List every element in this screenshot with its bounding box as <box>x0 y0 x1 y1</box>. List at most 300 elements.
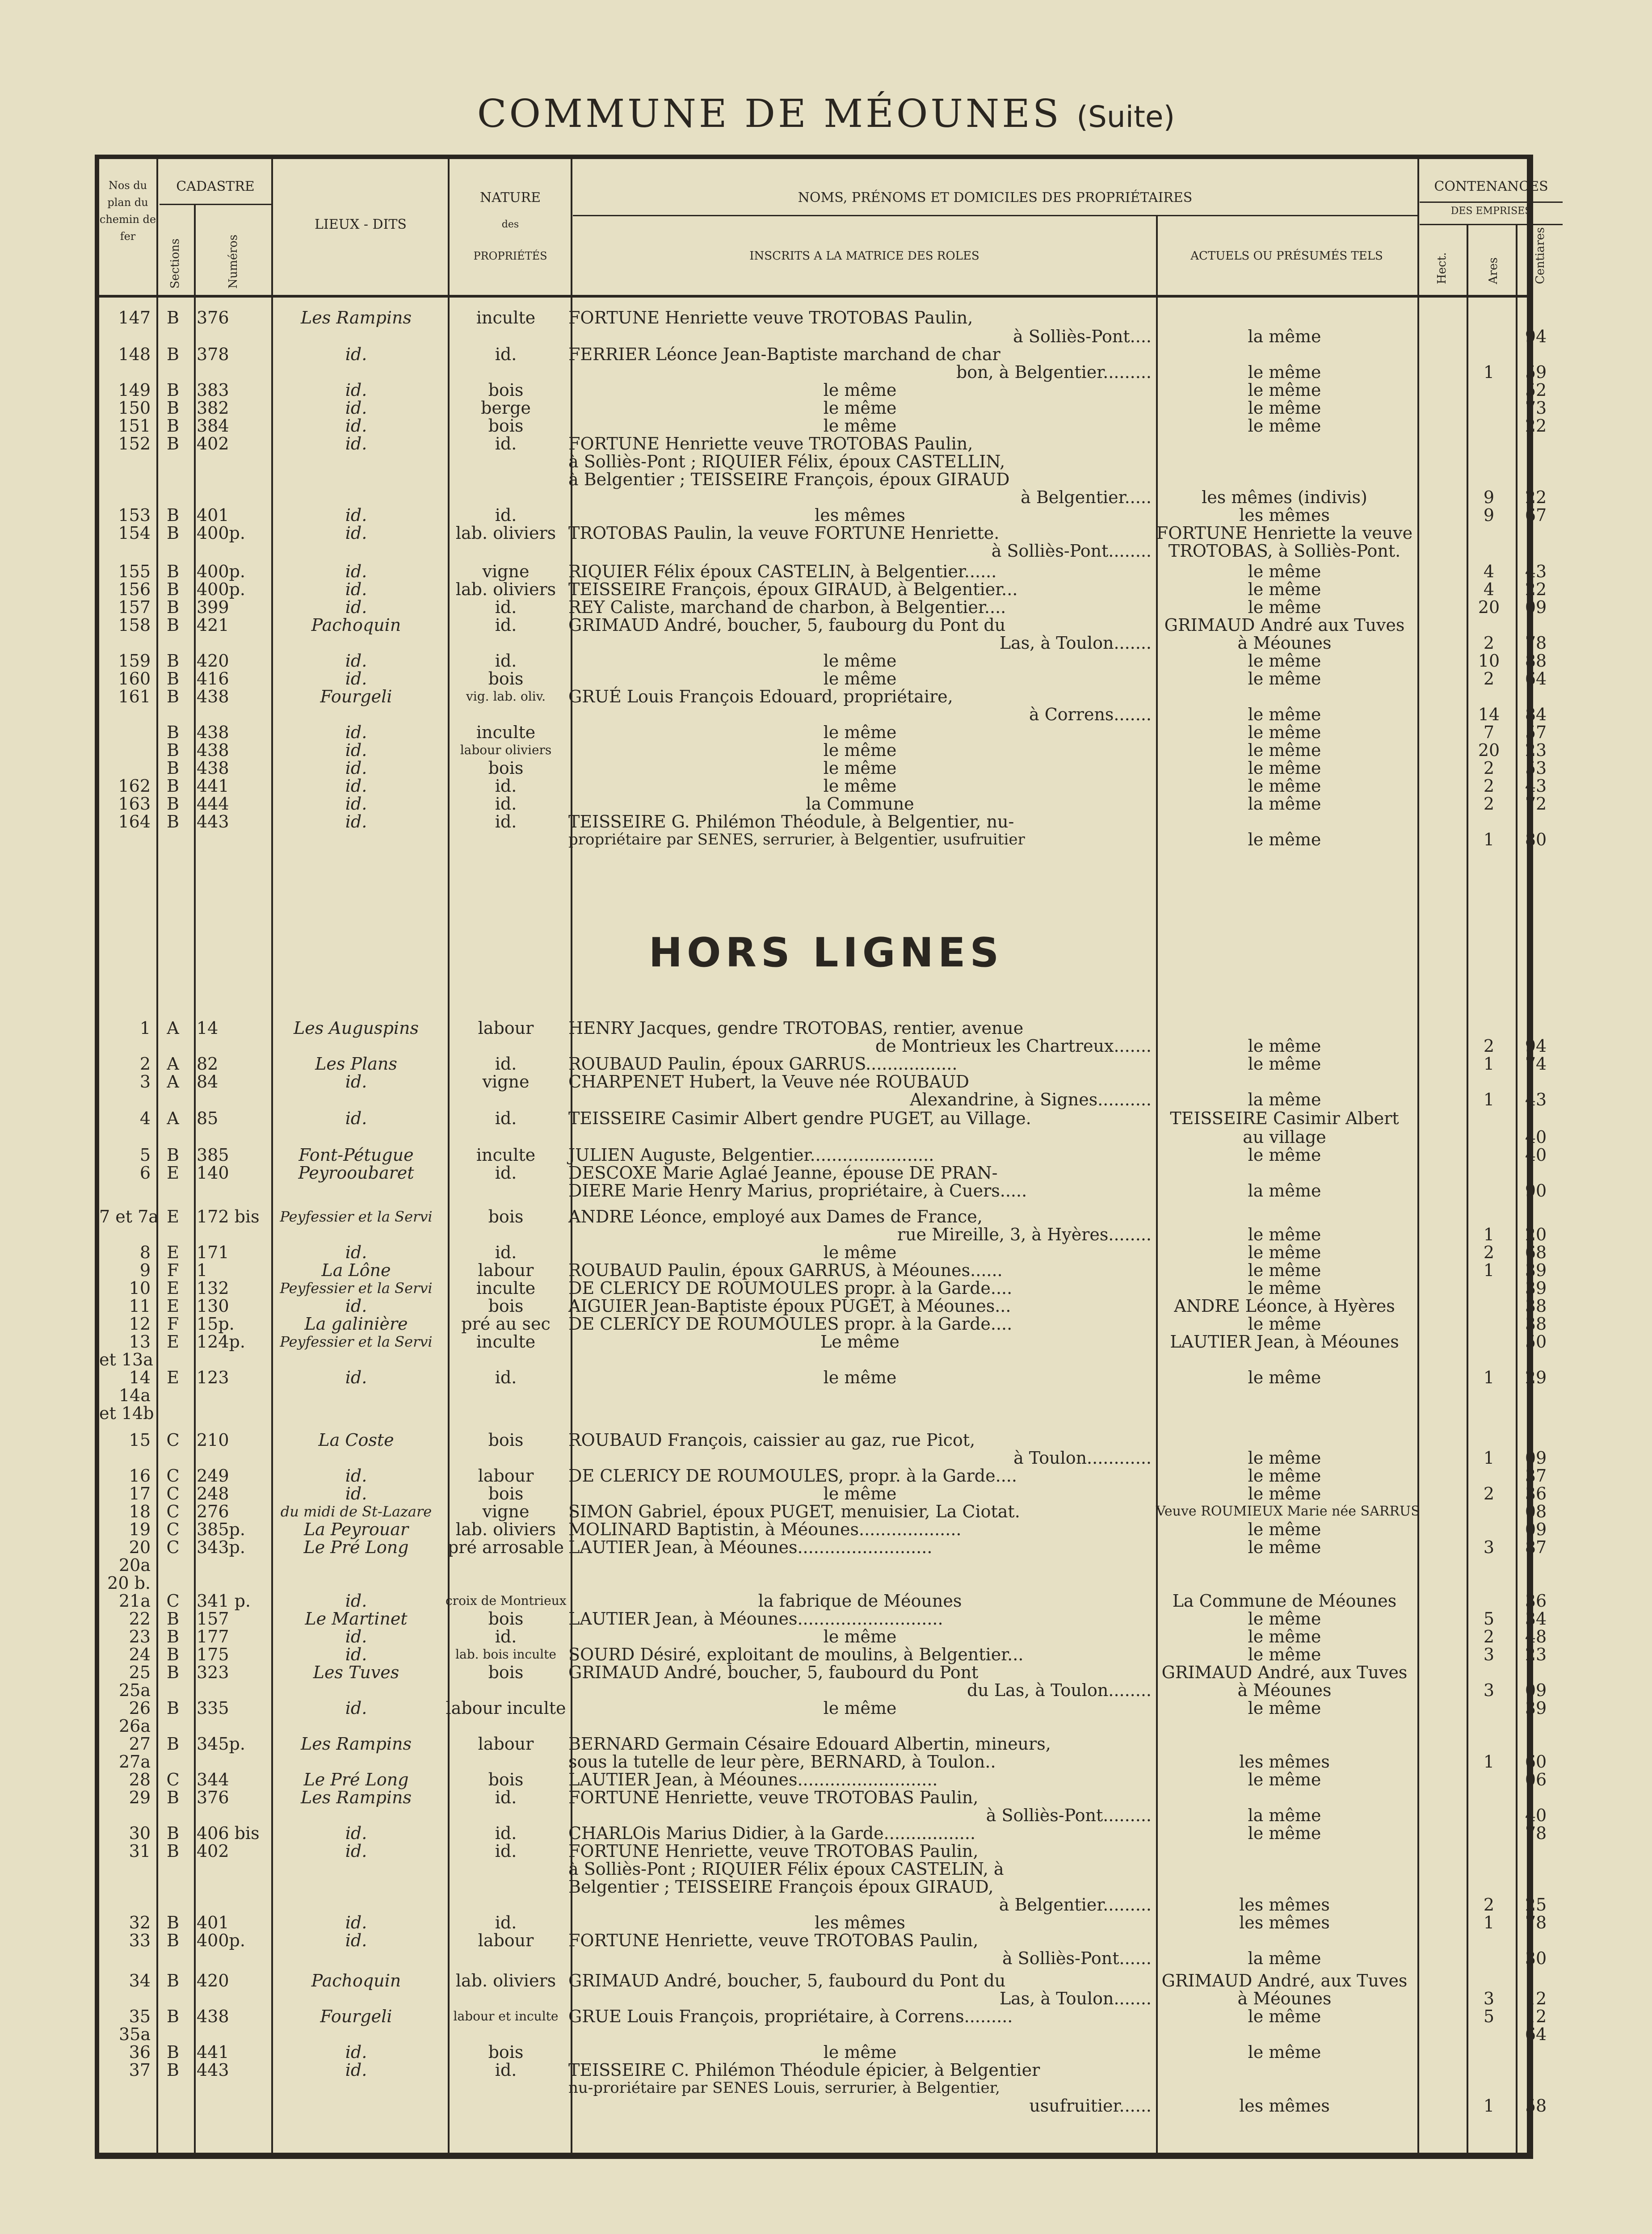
row-nature: inculte <box>476 1332 536 1352</box>
row-lieu-dit: id. <box>345 1296 367 1316</box>
header-cadastre: CADASTRE <box>176 179 255 194</box>
row-current-owner: le même <box>1248 597 1321 617</box>
row-ares: 1 <box>1483 1752 1495 1772</box>
header-noms: NOMS, PRÉNOMS ET DOMICILES DES PROPRIÉTAIRES <box>798 190 1193 206</box>
row-nature: labour <box>478 1260 534 1280</box>
row-number: 31 <box>129 1841 151 1861</box>
row-section: B <box>167 597 179 617</box>
row-section: B <box>167 1823 179 1843</box>
row-numero: 132 <box>197 1278 229 1298</box>
row-number: 30 <box>129 1823 151 1843</box>
row-lieu-dit: La Lône <box>321 1260 391 1280</box>
row-ares: 1 <box>1483 1448 1495 1468</box>
row-section: B <box>167 380 179 400</box>
row-section: B <box>167 758 179 778</box>
row-nature: bois <box>488 1484 524 1503</box>
row-current-owner: le même <box>1248 1645 1321 1664</box>
row-owner: BERNARD Germain Césaire Edouard Albertin, mineurs, <box>568 1734 1051 1754</box>
row-owner: MOLINARD Baptistin, à Méounes................... <box>568 1520 962 1539</box>
row-ares: 2 <box>1483 1627 1495 1646</box>
row-current-owner: TEISSEIRE Casimir Albert <box>1170 1109 1399 1128</box>
table-row <box>95 1260 1547 1280</box>
row-number: 163 <box>118 794 151 814</box>
row-ares: 2 <box>1483 794 1495 814</box>
row-centiares: 48 <box>1525 1627 1547 1646</box>
section-heading: HORS LIGNES <box>648 929 1004 976</box>
row-numero: 384 <box>197 416 229 436</box>
row-current-owner: le même <box>1248 1243 1321 1262</box>
row-section: E <box>167 1163 179 1183</box>
table-row <box>95 398 1547 418</box>
row-section: C <box>166 1502 180 1521</box>
row-number: 36 <box>129 2042 151 2062</box>
row-centiares: 53 <box>1525 758 1547 778</box>
row-lieu-dit: id. <box>345 597 367 617</box>
row-section: B <box>167 776 179 796</box>
row-nature: id. <box>495 434 517 454</box>
row-current-owner: les mêmes <box>1239 505 1330 525</box>
row-section: B <box>167 579 179 599</box>
row-ares: 2 <box>1483 758 1495 778</box>
row-lieu-dit: id. <box>345 1627 367 1646</box>
table-row <box>95 1109 1533 1128</box>
row-numero: 175 <box>197 1645 229 1664</box>
row-owner: TEISSEIRE François, époux GIRAUD, à Belgentier... <box>568 579 1018 599</box>
table-row <box>95 1913 1547 1932</box>
row-nature: vigne <box>482 562 530 581</box>
row-lieu-dit: id. <box>345 740 367 760</box>
row-section: B <box>167 416 179 436</box>
row-section: B <box>167 344 179 364</box>
row-owner: GRUE Louis François, propriétaire, à Correns......... <box>568 2007 1013 2026</box>
row-lieu-dit: Le Pré Long <box>303 1770 409 1789</box>
row-numero: 157 <box>197 1609 229 1629</box>
row-centiares: 78 <box>1525 1823 1547 1843</box>
row-owner: FORTUNE Henriette, veuve TROTOBAS Paulin, <box>568 1788 979 1807</box>
table-row <box>95 1931 1533 1950</box>
row-number: 4 <box>139 1109 151 1128</box>
row-section: C <box>166 1430 180 1450</box>
row-nature: labour <box>478 1931 534 1950</box>
row-section: A <box>167 1018 179 1038</box>
row-centiares: 67 <box>1525 505 1547 525</box>
row-owner-continued: de Montrieux les Chartreux....... <box>875 1036 1152 1056</box>
row-centiares: 38 <box>1525 1314 1547 1334</box>
row-centiares: 39 <box>1525 1278 1547 1298</box>
row-ares: 10 <box>1478 651 1500 671</box>
row-ares: 14 <box>1478 705 1500 724</box>
row-centiares: 87 <box>1525 1537 1547 1557</box>
row-number: 12 <box>129 1314 151 1334</box>
row-centiares: 30 <box>1525 1948 1547 1968</box>
row-numero: 443 <box>197 2060 229 2080</box>
row-owner: DE CLERICY DE ROUMOULES propr. à la Garde.... <box>568 1278 1013 1298</box>
row-numero: 84 <box>197 1072 219 1092</box>
header-divider <box>1420 224 1563 225</box>
row-owner: le même <box>823 398 897 418</box>
table-row <box>95 542 1533 560</box>
table-header <box>99 159 1548 298</box>
row-number: 29 <box>129 1788 151 1807</box>
row-ares: 7 <box>1483 722 1495 742</box>
row-centiares: 64 <box>1525 2024 1547 2044</box>
table-row <box>95 1645 1547 1664</box>
row-lieu-dit: id. <box>345 505 367 525</box>
table-row <box>95 1036 1547 1056</box>
row-owner: TEISSEIRE G. Philémon Théodule, à Belgentier, nu- <box>568 812 1014 831</box>
table-row <box>95 1823 1547 1843</box>
table-row <box>95 722 1547 742</box>
row-ares: 1 <box>1483 1368 1495 1387</box>
row-section: C <box>166 1520 180 1539</box>
row-nature: id. <box>495 1368 517 1387</box>
row-nature: bois <box>488 380 524 400</box>
row-current-owner: le même <box>1248 1537 1321 1557</box>
row-ares: 2 <box>1483 1484 1495 1503</box>
row-current-owner: à Méounes <box>1237 1989 1332 2008</box>
row-nature: id. <box>495 1913 517 1932</box>
table-row <box>95 1448 1547 1468</box>
table-row <box>95 1019 1533 1037</box>
row-owner-continued: à Solliès-Pont.... <box>1013 327 1152 346</box>
row-lieu-dit: id. <box>345 812 367 831</box>
row-nature: berge <box>481 398 531 418</box>
row-lieu-dit: id. <box>345 380 367 400</box>
row-number: 3 <box>139 1072 151 1092</box>
row-number: 16 <box>129 1466 151 1486</box>
row-current-owner: le même <box>1248 1698 1321 1718</box>
table-row <box>95 812 1533 831</box>
table-row <box>95 380 1547 400</box>
row-centiares: 78 <box>1525 1913 1547 1932</box>
table-row <box>95 524 1533 542</box>
row-nature: bois <box>488 2042 524 2062</box>
row-numero: 400p. <box>197 1931 245 1950</box>
row-current-owner: Veuve ROUMIEUX Marie née SARRUS <box>1156 1503 1420 1519</box>
row-nature: inculte <box>476 308 536 328</box>
row-centiares: 88 <box>1525 651 1547 671</box>
row-current-owner: le même <box>1248 1609 1321 1629</box>
row-numero: 400p. <box>197 562 245 581</box>
table-row <box>95 705 1547 724</box>
row-owner: DESCOXE Marie Aglaé Jeanne, épouse DE PRAN- <box>568 1163 998 1183</box>
row-numero: 385p. <box>197 1520 245 1539</box>
row-numero: 15p. <box>197 1314 235 1334</box>
row-ares: 3 <box>1483 1537 1495 1557</box>
table-row <box>95 2079 1533 2097</box>
row-current-owner: le même <box>1248 1520 1321 1539</box>
row-number: 162 <box>118 776 151 796</box>
row-number: 11 <box>129 1296 151 1316</box>
row-owner: SIMON Gabriel, époux PUGET, menuisier, La Ciotat. <box>568 1502 1020 1521</box>
row-owner: le même <box>823 740 897 760</box>
row-lieu-dit: id. <box>345 398 367 418</box>
header-contenances: CONTENANCES <box>1434 179 1548 194</box>
row-number: 15 <box>129 1430 151 1450</box>
table-row <box>95 1989 1547 2008</box>
row-section: B <box>167 1609 179 1629</box>
row-current-owner: le même <box>1248 830 1321 849</box>
table-row <box>95 1225 1547 1244</box>
row-nature: bois <box>488 1663 524 1682</box>
row-centiares: 36 <box>1525 1591 1547 1611</box>
row-numero: 249 <box>197 1466 229 1486</box>
row-owner: LAUTIER Jean, à Méounes......................... <box>568 1537 933 1557</box>
row-owner: DE CLERICY DE ROUMOULES propr. à la Garde.... <box>568 1314 1013 1334</box>
row-lieu-dit: Pachoquin <box>311 615 401 635</box>
row-centiares: 59 <box>1525 362 1547 382</box>
row-nature: vigne <box>482 1502 530 1521</box>
row-owner: le même <box>823 1243 897 1262</box>
row-centiares: 40 <box>1525 1145 1547 1165</box>
row-lieu-dit: id. <box>345 722 367 742</box>
row-nature: bois <box>488 1430 524 1450</box>
header-no-plan: Nos du plan du chemin de fer <box>99 179 156 243</box>
row-numero: 124p. <box>197 1332 245 1352</box>
row-numero: 402 <box>197 434 229 454</box>
row-centiares: 09 <box>1525 1680 1547 1700</box>
row-centiares: 37 <box>1525 1466 1547 1486</box>
row-centiares: 29 <box>1525 1368 1547 1387</box>
row-nature: id. <box>495 1788 517 1807</box>
table-row <box>95 1484 1547 1503</box>
row-numero: 177 <box>197 1627 229 1646</box>
row-number: 23 <box>129 1627 151 1646</box>
row-current-owner: FORTUNE Henriette la veuve <box>1156 523 1413 543</box>
row-current-owner: le même <box>1248 1368 1321 1387</box>
row-number: 28 <box>129 1770 151 1789</box>
row-section: B <box>167 1788 179 1807</box>
row-section: B <box>167 1627 179 1646</box>
row-owner: les mêmes <box>815 505 905 525</box>
row-lieu-dit: id. <box>345 2060 367 2080</box>
row-numero: 443 <box>197 812 229 831</box>
row-numero: 378 <box>197 344 229 364</box>
row-owner: DE CLERICY DE ROUMOULES, propr. à la Garde.... <box>568 1466 1017 1486</box>
row-section: B <box>167 687 179 706</box>
row-owner: Belgentier ; TEISSEIRE François époux GIRAUD, <box>568 1877 994 1897</box>
table-row <box>95 1698 1547 1718</box>
row-nature: vig. lab. oliv. <box>466 689 546 704</box>
row-owner: le même <box>823 776 897 796</box>
table-row <box>95 1734 1533 1753</box>
row-lieu-dit: id. <box>345 776 367 796</box>
row-centiares: 39 <box>1525 1698 1547 1718</box>
row-owner: le même <box>823 1368 897 1387</box>
row-owner-continued: à Belgentier......... <box>999 1895 1152 1915</box>
row-ares: 3 <box>1483 1989 1495 2008</box>
table-row <box>95 1877 1533 1896</box>
table-row <box>95 1243 1547 1262</box>
row-lieu-dit: id. <box>345 794 367 814</box>
row-number: 19 <box>129 1520 151 1539</box>
row-number: 149 <box>118 380 151 400</box>
row-numero: 420 <box>197 651 229 671</box>
row-owner: TEISSEIRE C. Philémon Théodule épicier, à Belgentier <box>568 2060 1040 2080</box>
row-nature: lab. oliviers <box>455 1971 556 1990</box>
row-owner: le même <box>823 2042 897 2062</box>
row-owner: sous la tutelle de leur père, BERNARD, à Toulon.. <box>568 1752 996 1772</box>
table-row <box>95 633 1547 653</box>
row-centiares: 64 <box>1525 669 1547 689</box>
row-lieu-dit: Les Rampins <box>301 1788 412 1807</box>
row-owner-continued: à Toulon............ <box>1013 1448 1152 1468</box>
row-number: 8 <box>139 1243 151 1262</box>
row-ares: 1 <box>1483 1913 1495 1932</box>
row-number: 20 <box>129 1537 151 1557</box>
row-ares: 2 <box>1483 776 1495 796</box>
header-numeros: Numéros <box>227 235 240 289</box>
row-section: B <box>167 722 179 742</box>
row-owner: RIQUIER Félix époux CASTELIN, à Belgentier...... <box>568 562 997 581</box>
row-section: C <box>166 1591 180 1611</box>
row-number: 153 <box>118 505 151 525</box>
table-row <box>95 452 1533 471</box>
row-numero: 171 <box>197 1243 229 1262</box>
row-lieu-dit: Fourgeli <box>320 687 392 706</box>
row-centiares: 12 <box>1525 1989 1547 2008</box>
table-row <box>95 505 1547 525</box>
row-centiares: 52 <box>1525 380 1547 400</box>
row-section: A <box>167 1109 179 1128</box>
row-current-owner: le même <box>1248 1278 1321 1298</box>
header-emprises: DES EMPRISES <box>1450 206 1532 217</box>
row-lieu-dit: id. <box>345 434 367 454</box>
row-number: 148 <box>118 344 151 364</box>
row-centiares: 72 <box>1525 794 1547 814</box>
table-row <box>95 1090 1547 1109</box>
row-nature: id. <box>495 1054 517 1074</box>
row-nature: inculte <box>476 722 536 742</box>
row-centiares: 50 <box>1525 1332 1547 1352</box>
row-current-owner: au village <box>1243 1127 1326 1147</box>
row-number: 164 <box>118 812 151 831</box>
row-current-owner: le même <box>1248 1770 1321 1789</box>
row-owner: les mêmes <box>815 1913 905 1932</box>
row-number: 27a <box>118 1752 151 1772</box>
row-numero: 276 <box>197 1502 229 1521</box>
row-numero: 441 <box>197 776 229 796</box>
row-section: B <box>167 562 179 581</box>
row-centiares: 58 <box>1525 2096 1547 2116</box>
row-current-owner: le même <box>1248 669 1321 689</box>
row-current-owner: le même <box>1248 1823 1321 1843</box>
row-owner: GRIMAUD André, boucher, 5, faubourg du Pont du <box>568 615 1006 635</box>
row-nature: id. <box>495 1163 517 1183</box>
row-lieu-dit: id. <box>345 1823 367 1843</box>
row-number: 156 <box>118 579 151 599</box>
row-owner: AIGUIER Jean-Baptiste époux PUGET, à Méounes... <box>568 1296 1011 1316</box>
row-owner: nu-proriétaire par SENES Louis, serrurier, à Belgentier, <box>568 2079 1000 2097</box>
row-owner: SOURD Désiré, exploitant de moulins, à Belgentier... <box>568 1645 1024 1664</box>
table-row <box>95 1591 1547 1611</box>
row-numero: 1 <box>197 1260 208 1280</box>
table-row <box>95 2024 1547 2044</box>
row-current-owner: le même <box>1248 705 1321 724</box>
row-numero: 420 <box>197 1971 229 1990</box>
row-section: E <box>167 1278 179 1298</box>
row-nature: id. <box>495 794 517 814</box>
row-lieu-dit: id. <box>345 416 367 436</box>
row-numero: 416 <box>197 669 229 689</box>
row-section: A <box>167 1054 179 1074</box>
table-row <box>95 1895 1547 1915</box>
row-number: 161 <box>118 687 151 706</box>
row-current-owner: le même <box>1248 1054 1321 1074</box>
row-lieu-dit: Font-Pétugue <box>298 1145 414 1165</box>
row-nature: id. <box>495 1627 517 1646</box>
row-centiares: 43 <box>1525 776 1547 796</box>
row-numero: 14 <box>197 1018 219 1038</box>
row-owner-continued: usufruitier...... <box>1029 2096 1152 2116</box>
row-owner-continued: Alexandrine, à Signes.......... <box>910 1090 1152 1109</box>
table-row <box>95 1145 1547 1165</box>
table-row <box>95 597 1547 617</box>
table-row <box>95 2043 1533 2062</box>
row-number: 35 <box>129 2007 151 2026</box>
row-section: B <box>167 505 179 525</box>
row-section: B <box>167 1645 179 1664</box>
row-number: 159 <box>118 651 151 671</box>
row-nature: pré au sec <box>461 1314 551 1334</box>
row-numero: 421 <box>197 615 229 635</box>
table-row <box>95 1627 1547 1646</box>
row-nature: bois <box>488 416 524 436</box>
row-owner-continued: à Belgentier..... <box>1021 487 1152 507</box>
row-nature: bois <box>488 1296 524 1316</box>
row-number: 147 <box>118 308 151 328</box>
row-lieu-dit: id. <box>345 1931 367 1950</box>
row-numero: 438 <box>197 722 229 742</box>
row-section: B <box>167 523 179 543</box>
row-numero: 400p. <box>197 523 245 543</box>
row-current-owner: La Commune de Méounes <box>1172 1591 1397 1611</box>
row-owner-continued: à Solliès-Pont........ <box>991 541 1152 561</box>
row-nature: id. <box>495 615 517 635</box>
table-row <box>95 1386 1533 1405</box>
table-row <box>95 1054 1547 1074</box>
table-row <box>95 1770 1547 1789</box>
row-number: 26 <box>129 1698 151 1718</box>
row-number: 26a <box>118 1716 151 1736</box>
row-numero: 399 <box>197 597 229 617</box>
row-centiares: 20 <box>1525 1225 1547 1244</box>
row-section: B <box>167 308 179 328</box>
row-number: 14a <box>118 1386 151 1405</box>
row-number: 33 <box>129 1931 151 1950</box>
row-owner: à Solliès-Pont ; RIQUIER Félix, époux CASTELLIN, <box>568 452 1005 471</box>
row-section: B <box>167 794 179 814</box>
row-section: B <box>167 615 179 635</box>
row-section: B <box>167 434 179 454</box>
header-ares: Ares <box>1487 257 1500 284</box>
row-owner: ROUBAUD François, caissier au gaz, rue Picot, <box>568 1430 975 1450</box>
row-number: 13 <box>129 1332 151 1352</box>
row-number: 22 <box>129 1609 151 1629</box>
row-current-owner: à Méounes <box>1237 1680 1332 1700</box>
table-row <box>95 579 1547 599</box>
row-centiares: 12 <box>1525 2007 1547 2026</box>
row-ares: 20 <box>1478 597 1500 617</box>
row-nature: id. <box>495 1841 517 1861</box>
row-numero: 383 <box>197 380 229 400</box>
row-nature: inculte <box>476 1278 536 1298</box>
row-ares: 5 <box>1483 2007 1495 2026</box>
table-row <box>95 1466 1547 1486</box>
row-numero: 402 <box>197 1841 229 1861</box>
table-row <box>95 1404 1533 1423</box>
row-current-owner: les mêmes <box>1239 1752 1330 1772</box>
